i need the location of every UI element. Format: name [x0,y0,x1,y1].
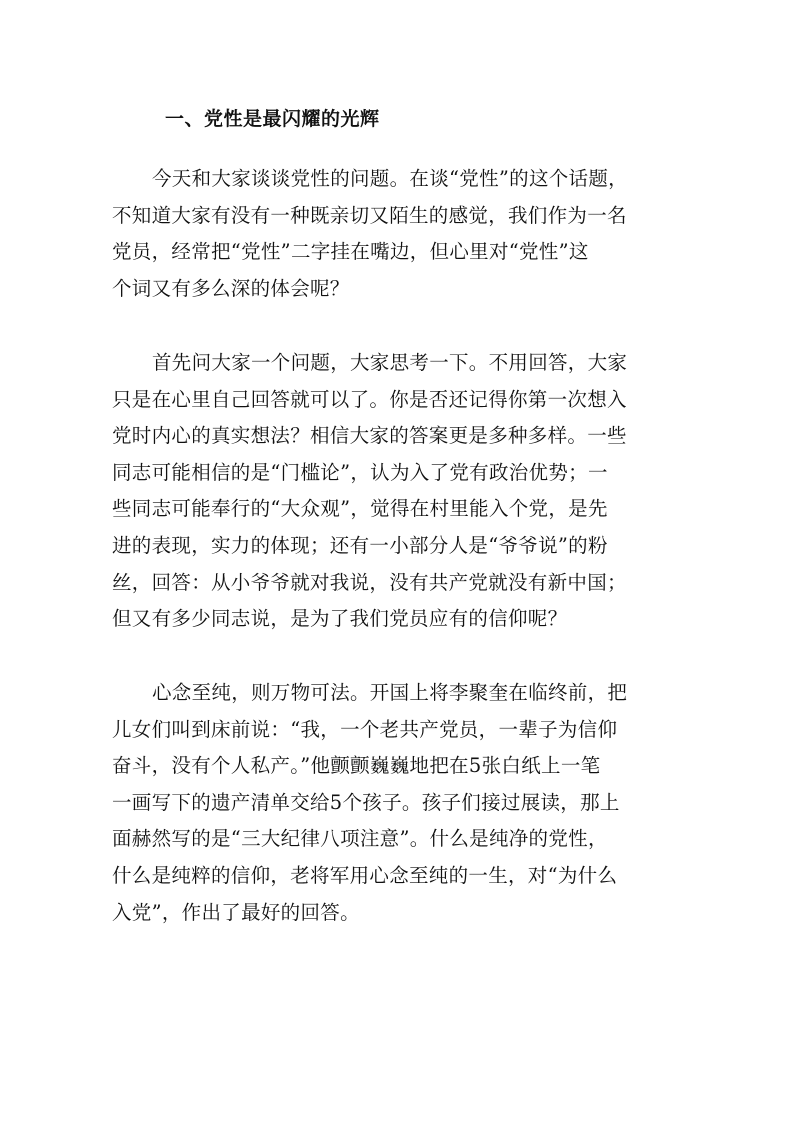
paragraph-line: 同志可能相信的是“门槛论”，认为入了党有政治优势；一 [112,460,608,484]
paragraph-line: 些同志可能奉行的“大众观”，觉得在村里能入个党，是先 [112,497,608,521]
paragraph-line: 首先问大家一个问题，大家思考一下。不用回答，大家 [152,351,628,374]
paragraph-line: 只是在心里自己回答就可以了。你是否还记得你第一次想入 [112,387,627,411]
paragraph-line: 丝，回答：从小爷爷就对我说，没有共产党就没有新中国； [112,570,627,594]
paragraph-line: 入党”，作出了最好的回答。 [112,900,360,924]
paragraph-line: 进的表现，实力的体现；还有一小部分人是“爷爷说”的粉 [112,533,608,557]
paragraph-line: 个词又有多么深的体会呢？ [112,276,350,300]
paragraph-line: 奋斗，没有个人私产。”他颤颤巍巍地把在5张白纸上一笔 [112,754,601,778]
paragraph-line: 儿女们叫到床前说：“我，一个老共产党员，一辈子为信仰 [112,717,618,741]
paragraph-line: 不知道大家有没有一种既亲切又陌生的感觉，我们作为一名 [112,203,627,227]
paragraph-3 [112,675,692,931]
paragraph-line: 一画写下的遗产清单交给5个孩子。孩子们接过展读，那上 [112,790,620,814]
paragraph-line: 今天和大家谈谈党性的问题。在谈“党性”的这个话题， [152,167,628,190]
paragraph-line: 但又有多少同志说，是为了我们党员应有的信仰呢？ [112,607,568,631]
section-heading: 一、党性是最闪耀的光辉 [165,108,380,130]
paragraph-line: 什么是纯粹的信仰，老将军用心念至纯的一生，对“为什么 [112,863,618,887]
paragraph-1 [112,161,692,307]
paragraph-line: 心念至纯，则万物可法。开国上将李聚奎在临终前，把 [152,681,628,704]
paragraph-line: 党时内心的真实想法？相信大家的答案更是多种多样。一些 [112,424,627,448]
paragraph-2 [112,345,692,638]
paragraph-line: 党员，经常把“党性”二字挂在嘴边，但心里对“党性”这 [112,240,589,264]
paragraph-line: 面赫然写的是“三大纪律八项注意”。什么是纯净的党性， [112,827,608,851]
